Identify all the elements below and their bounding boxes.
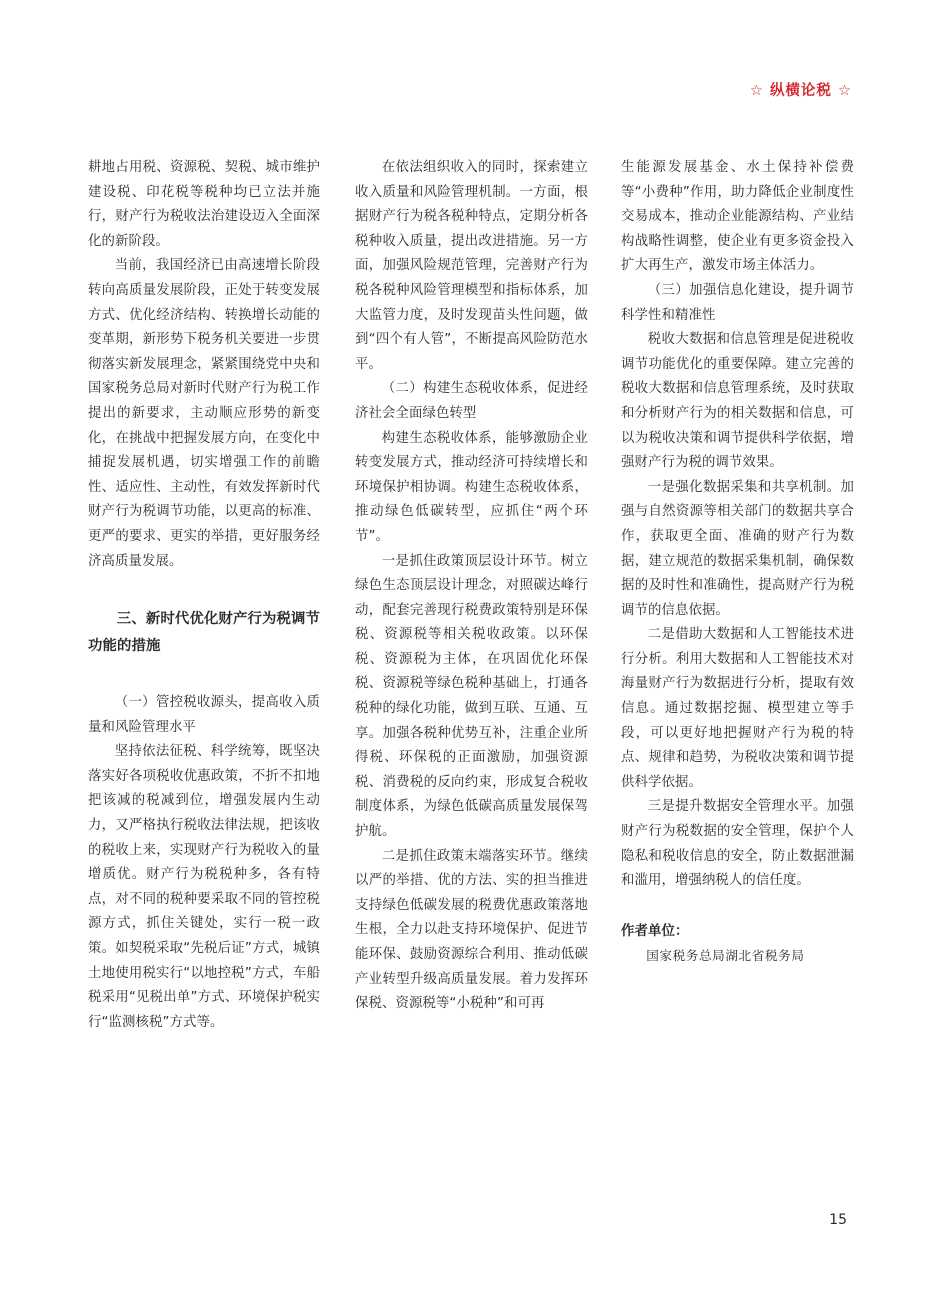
col1-paragraph-1: 耕地占用税、资源税、契税、城市维护建设税、印花税等税种均已立法并施行，财产行为税收法治建设迈入全面深化的新阶段。 — [88, 160, 320, 249]
col3-paragraph-2: 税收大数据和信息管理是促进税收调节功能优化的重要保障。建立完善的税收大数据和信息管理系统，及时获取和分析财产行为的相关数据和信息，可以为税收决策和调节提供科学依据，增强财产行为税的调节效果。 — [621, 332, 854, 471]
col3-paragraph-4: 二是借助大数据和人工智能技术进行分析。利用大数据和人工智能技术对海量财产行为数据进行分析，提取有效信息。通过数据挖掘、模型建立等手段，可以更好地把握财产行为税的特点、规律和趋势，为税收决策和调节提供科学依据。 — [621, 627, 854, 790]
col1-paragraph-2: 当前，我国经济已由高速增长阶段转向高质量发展阶段，正处于转变发展方式、优化经济结构、转换增长动能的变革期，新形势下税务机关要进一步贯彻落实新发展理念，紧紧围绕党中央和国家税务总局对新时代财产行为税工作提出的新要求，主动顺应形势的新变化，在挑战中把握发展方向，在变化中捕捉发展机遇，切实增强工作的前瞻性、适应性、主动性，有效发挥新时代财产行为税调节功能，以更高的标准、更严的要求、更实的举措，更好服务经济高质量发展。 — [88, 258, 320, 569]
subheading-3: （三）加强信息化建设，提升调节科学性和精准性 — [621, 282, 854, 323]
column-2 — [355, 156, 588, 1017]
author-affiliation: 国家税务总局湖北省税务局 — [646, 947, 805, 963]
col2-paragraph-4: 二是抓住政策末端落实环节。继续以严的举措、优的方法、实的担当推进支持绿色低碳发展的税费优惠政策落地生根，全力以赴支持环境保护、促进节能环保、鼓励资源综合利用、推动低碳产业转型升级高质量发展。着力发挥环保税、资源税等“小税种”和可再 — [355, 848, 588, 1012]
col2-paragraph-2: 构建生态税收体系，能够激励企业转变发展方式，推动经济可持续增长和环境保护相协调。构建生态税收体系，推动绿色低碳转型，应抓住“两个环节”。 — [355, 430, 588, 544]
section-heading-3: 三、新时代优化财产行为税调节功能的措施 — [88, 611, 320, 655]
col3-paragraph-1: 生能源发展基金、水土保持补偿费等“小费种”作用，助力降低企业制度性交易成本，推动企业能源结构、产业结构战略性调整，使企业有更多资金投入扩大再生产，激发市场主体活力。 — [621, 160, 854, 274]
page-number: 15 — [829, 1212, 847, 1228]
col2-paragraph-3: 一是抓住政策顶层设计环节。树立绿色生态顶层设计理念，对照碳达峰行动，配套完善现行税费政策特别是环保税、资源税等相关税收政策。以环保税、资源税为主体，在巩固优化环保税、资源税等绿色税种基础上，打通各税种的绿化功能，做到互联、互通、互享。加强各税种优势互补，注重企业所得税、环保税的正面激励，加强资源税、消费税的反向约束，形成复合税收制度体系，为绿色低碳高质量发展保驾护航。 — [355, 553, 588, 840]
col3-paragraph-3: 一是强化数据采集和共享机制。加强与自然资源等相关部门的数据共享合作，获取更全面、准确的财产行为数据，建立规范的数据采集机制，确保数据的及时性和准确性，提高财产行为税调节的信息依据。 — [621, 479, 854, 618]
col1-paragraph-3: 坚持依法征税、科学统筹，既坚决落实好各项税收优惠政策，不折不扣地把该减的税减到位，增强发展内生动力，又严格执行税收法律法规，把该收的税收上来，实现财产行为税收入的量增质优。财产行为税税种多，各有特点，对不同的税种要采取不同的管控税源方式，抓住关键处，实行一税一政策。如契税采取“先税后证”方式，城镇土地使用税实行“以地控税”方式，车船税采用“见税出单”方式、环境保护税实行“监测核税”方式等。 — [88, 744, 320, 1030]
col3-paragraph-5: 三是提升数据安全管理水平。加强财产行为税数据的安全管理，保护个人隐私和税收信息的安全，防止数据泄漏和滥用，增强纳税人的信任度。 — [621, 799, 854, 889]
star-right-icon: ☆ — [838, 83, 852, 99]
column-1 — [88, 156, 320, 1035]
column-3 — [621, 156, 854, 968]
subheading-2: （二）构建生态税收体系，促进经济社会全面绿色转型 — [355, 381, 588, 421]
author-label: 作者单位： — [621, 923, 689, 939]
star-left-icon: ☆ — [749, 83, 764, 99]
subheading-1: （一）管控税收源头，提高收入质量和风险管理水平 — [88, 695, 320, 735]
section-tag — [750, 79, 852, 100]
section-tag-label: 纵横论税 — [769, 83, 832, 99]
col2-paragraph-1: 在依法组织收入的同时，探索建立收入质量和风险管理机制。一方面，根据财产行为税各税种特点，定期分析各税种收入质量，提出改进措施。另一方面，加强风险规范管理，完善财产行为税各税种风险管理模型和指标体系，加大监管力度，及时发现苗头性问题，做到“四个有人管”，不断提高风险防范水平。 — [355, 160, 588, 372]
